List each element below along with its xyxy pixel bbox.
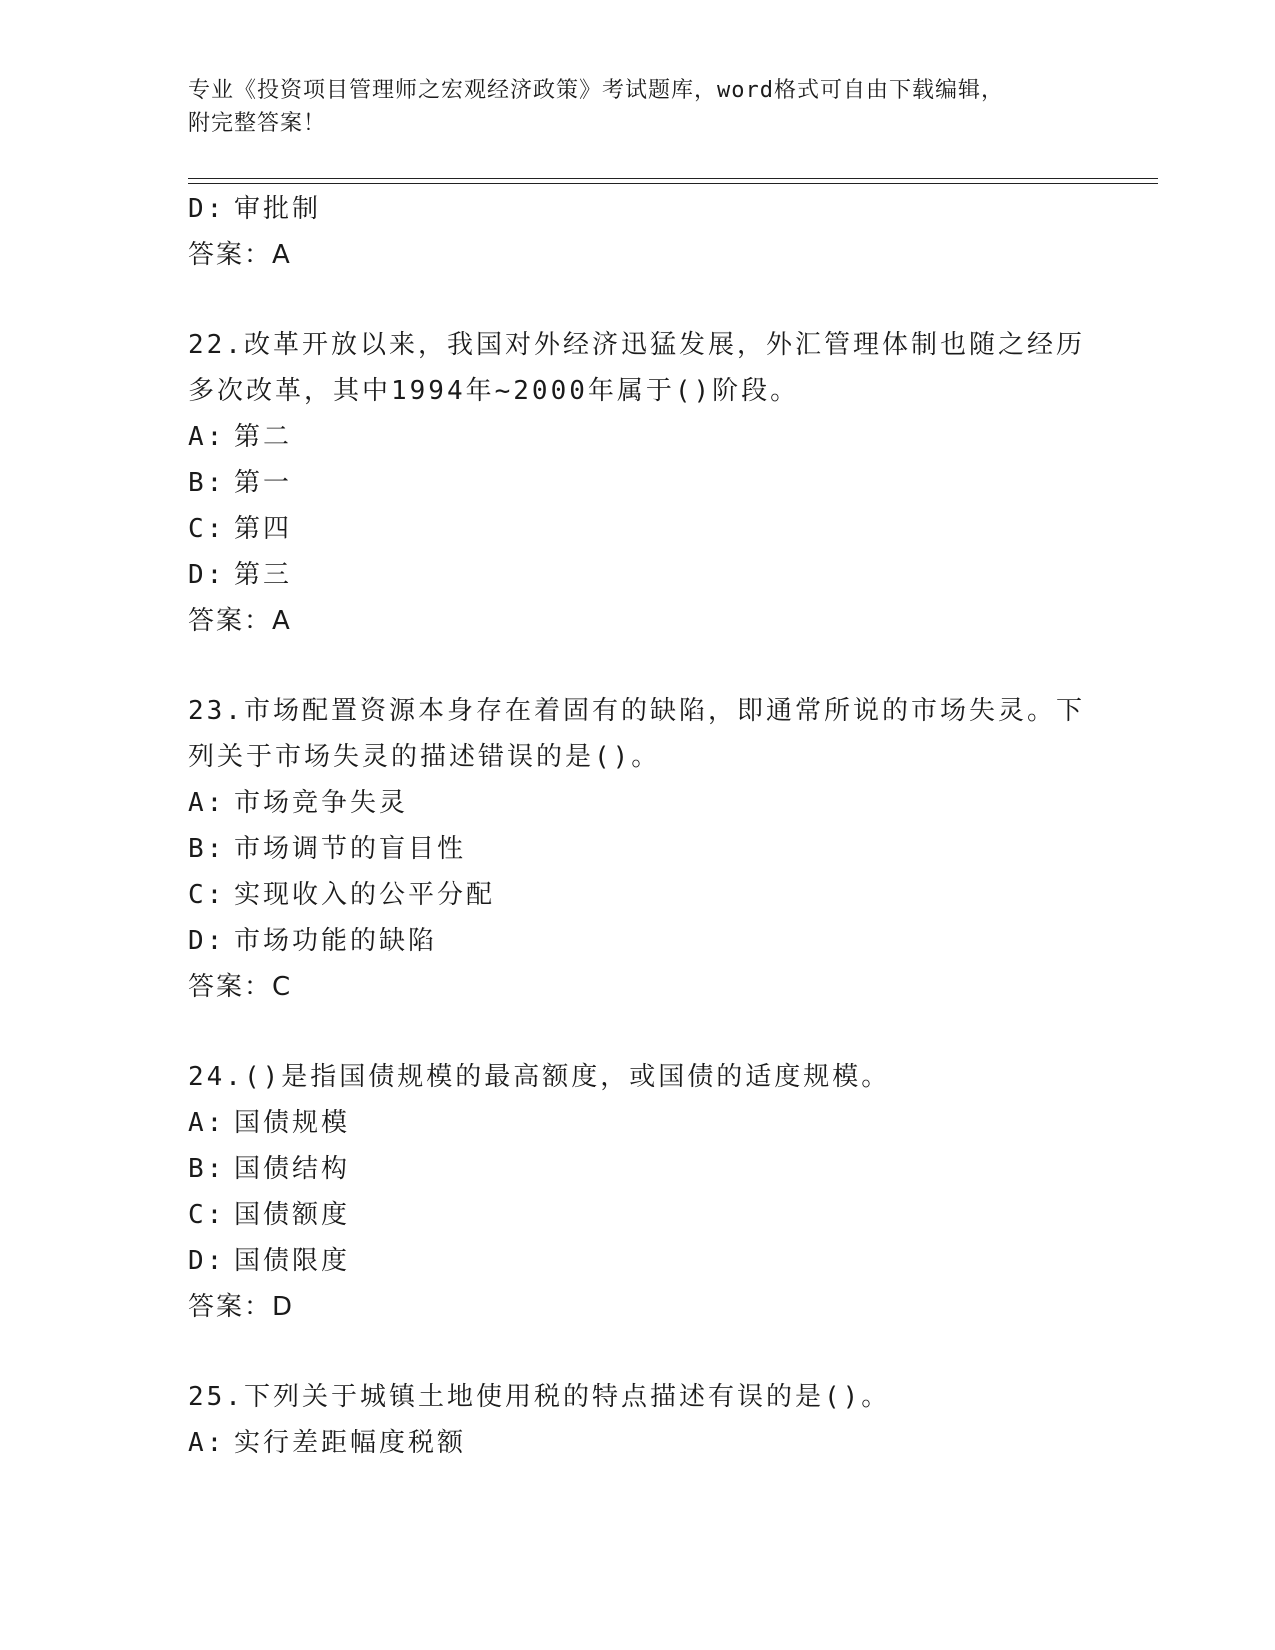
option-text: 国债额度 — [234, 1200, 351, 1230]
option-letter: A: — [188, 422, 226, 452]
option-text: 审批制 — [234, 194, 322, 224]
option-text: 第三 — [234, 560, 293, 590]
option-a — [188, 414, 1108, 460]
option-c — [188, 506, 1108, 552]
option-letter: A: — [188, 1428, 226, 1458]
option-a — [188, 780, 1108, 826]
question-text — [188, 1054, 1088, 1100]
question-text — [188, 688, 1088, 780]
question-22 — [188, 322, 1108, 644]
question-text-line-2: 列关于市场失灵的描述错误的是()。 — [188, 742, 661, 772]
question-text — [188, 322, 1088, 414]
option-d — [188, 1238, 1108, 1284]
option-c — [188, 1192, 1108, 1238]
question-21-continued — [188, 186, 1108, 278]
option-text: 第二 — [234, 422, 293, 452]
question-24 — [188, 1054, 1108, 1330]
option-letter: B: — [188, 1154, 226, 1184]
question-text-line-1: 24.()是指国债规模的最高额度，或国债的适度规模。 — [188, 1062, 891, 1092]
answer-line: 答案：D — [188, 1292, 295, 1322]
option-letter: D: — [188, 1246, 226, 1276]
question-list — [188, 186, 1108, 1466]
option-b — [188, 826, 1108, 872]
option-d — [188, 552, 1108, 598]
option-text: 实行差距幅度税额 — [234, 1428, 467, 1458]
header-line-2: 附完整答案！ — [188, 111, 327, 136]
option-text: 国债结构 — [234, 1154, 351, 1184]
answer-line: 答案：A — [188, 240, 292, 270]
option-letter: C: — [188, 1200, 226, 1230]
option-b — [188, 460, 1108, 506]
option-text: 第四 — [234, 514, 293, 544]
header-line-1: 专业《投资项目管理师之宏观经济政策》考试题库，word格式可自由下载编辑， — [188, 78, 1004, 103]
option-c — [188, 872, 1108, 918]
header-rule-top — [188, 178, 1158, 179]
option-text: 市场调节的盲目性 — [234, 834, 467, 864]
option-letter: D: — [188, 560, 226, 590]
option-text: 市场功能的缺陷 — [234, 926, 438, 956]
option-text: 国债限度 — [234, 1246, 351, 1276]
answer-line: 答案：A — [188, 606, 292, 636]
option-d — [188, 918, 1108, 964]
option-letter: B: — [188, 468, 226, 498]
header-rule-bottom — [188, 183, 1158, 184]
option-text: 第一 — [234, 468, 293, 498]
option-letter: A: — [188, 788, 226, 818]
document-header — [188, 74, 1068, 140]
question-23 — [188, 688, 1108, 1010]
option-letter: D: — [188, 926, 226, 956]
answer-line: 答案：C — [188, 972, 293, 1002]
option-b — [188, 1146, 1108, 1192]
question-text — [188, 1374, 1088, 1420]
question-text-line-1: 25.下列关于城镇土地使用税的特点描述有误的是()。 — [188, 1382, 891, 1412]
option-text: 市场竞争失灵 — [234, 788, 409, 818]
option-letter: C: — [188, 514, 226, 544]
option-letter: C: — [188, 880, 226, 910]
question-text-line-1: 23.市场配置资源本身存在着固有的缺陷，即通常所说的市场失灵。下 — [188, 696, 1085, 726]
option-d — [188, 186, 1108, 232]
option-text: 国债规模 — [234, 1108, 351, 1138]
option-letter: B: — [188, 834, 226, 864]
question-text-line-1: 22.改革开放以来，我国对外经济迅猛发展，外汇管理体制也随之经历 — [188, 330, 1085, 360]
option-letter: A: — [188, 1108, 226, 1138]
question-text-line-2: 多次改革，其中1994年~2000年属于()阶段。 — [188, 376, 800, 406]
option-text: 实现收入的公平分配 — [234, 880, 496, 910]
option-a — [188, 1100, 1108, 1146]
question-25 — [188, 1374, 1108, 1466]
option-letter: D: — [188, 194, 226, 224]
option-a — [188, 1420, 1108, 1466]
